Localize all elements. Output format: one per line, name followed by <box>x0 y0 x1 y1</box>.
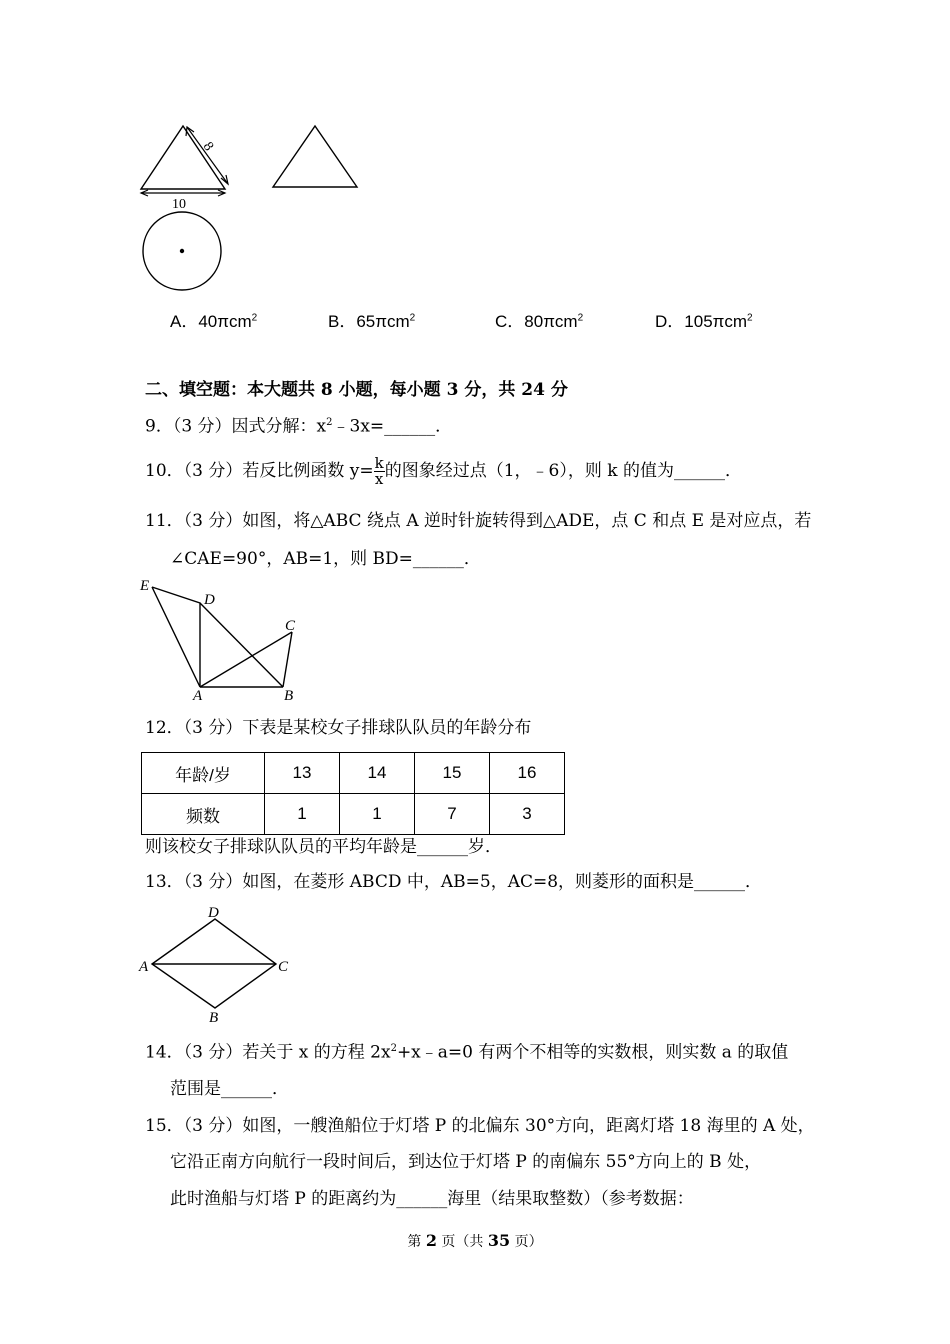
slant-dimension-line <box>187 127 228 184</box>
side-view-triangle <box>273 126 357 187</box>
option-b: B．65πcm$^2$ <box>328 312 416 331</box>
top-view-center-dot <box>180 249 184 253</box>
option-c: C．80πcm$^2$ <box>495 312 584 331</box>
question-12: 12．（3 分）下表是某校女子排球队队员的年龄分布 <box>145 718 532 738</box>
label-d: D <box>208 905 219 921</box>
segment-ac <box>200 632 292 687</box>
table-row <box>142 794 565 835</box>
question-9: 9．（3 分）因式分解：$x^2﹣3x=\_\_\_\_\_\_$． <box>145 416 453 437</box>
page-footer: 第 2 页（共 35 页） <box>407 1231 543 1250</box>
question-10: 10．（3 分）若反比例函数 y= $\frac{k}{x}$ 的图象经过点（1，﹣6），则 k 的值为______． <box>145 454 742 488</box>
label-a: A <box>139 959 149 975</box>
front-view-triangle <box>141 126 225 189</box>
table-cell: 13 <box>265 753 340 794</box>
question-12-answer-line: 则该校女子排球队队员的平均年龄是______岁． <box>145 837 502 857</box>
age-distribution-table <box>141 752 565 835</box>
table-cell: 14 <box>340 753 415 794</box>
table-cell: 7 <box>415 794 490 835</box>
table-cell: 年龄/岁 <box>142 753 265 794</box>
triangle-ade <box>152 587 200 687</box>
segment-bc <box>283 632 292 687</box>
label-b: B <box>209 1010 219 1025</box>
slant-label: 8 <box>199 139 217 154</box>
table-cell: 3 <box>490 794 565 835</box>
option-a: A．40πcm$^2$ <box>170 312 258 331</box>
label-c: C <box>285 618 296 634</box>
question-11-line2: ∠CAE=90°，AB=1，则 BD=______． <box>170 549 481 569</box>
rhombus-figure <box>135 900 305 1025</box>
label-a: A <box>193 688 203 704</box>
option-d: D．105πcm$^2$ <box>655 312 753 331</box>
label-e: E <box>140 578 150 594</box>
fraction-k-over-x: $\frac{k}{x}$ <box>374 454 384 488</box>
label-c: C <box>278 959 289 975</box>
question-11-line1: 11．（3 分）如图，将△ABC 绕点 A 逆时针旋转得到△ADE，点 C 和点 E 是对应点，若 <box>145 511 812 531</box>
table-cell: 15 <box>415 753 490 794</box>
cone-figure <box>135 118 375 298</box>
base-label: 10 <box>172 197 186 212</box>
table-cell: 1 <box>265 794 340 835</box>
rotation-figure <box>135 576 315 706</box>
question-14-line2: 范围是______． <box>170 1079 289 1099</box>
question-14-line1: 14．（3 分）若关于 x 的方程 $2x^2+x﹣a=0$ 有两个不相等的实数根，则实数 a 的取值 <box>145 1042 789 1063</box>
section-heading: 二、填空题：本大题共 8 小题，每小题 3 分，共 24 分 <box>145 380 568 400</box>
question-13: 13．（3 分）如图，在菱形 ABCD 中，AB=5，AC=8，则菱形的面积是______． <box>145 872 763 892</box>
table-cell: 频数 <box>142 794 265 835</box>
question-15-line1: 15．（3 分）如图，一艘渔船位于灯塔 P 的北偏东 30°方向，距离灯塔 18 海里的 A 处， <box>145 1116 815 1136</box>
label-d: D <box>204 592 215 608</box>
question-15-line2: 它沿正南方向航行一段时间后，到达位于灯塔 P 的南偏东 55°方向上的 B 处， <box>170 1152 762 1172</box>
question-15-line3: 此时渔船与灯塔 P 的距离约为______海里（结果取整数）（参考数据： <box>170 1189 694 1209</box>
table-row <box>142 753 565 794</box>
table-cell: 1 <box>340 794 415 835</box>
label-b: B <box>284 688 294 704</box>
table-cell: 16 <box>490 753 565 794</box>
